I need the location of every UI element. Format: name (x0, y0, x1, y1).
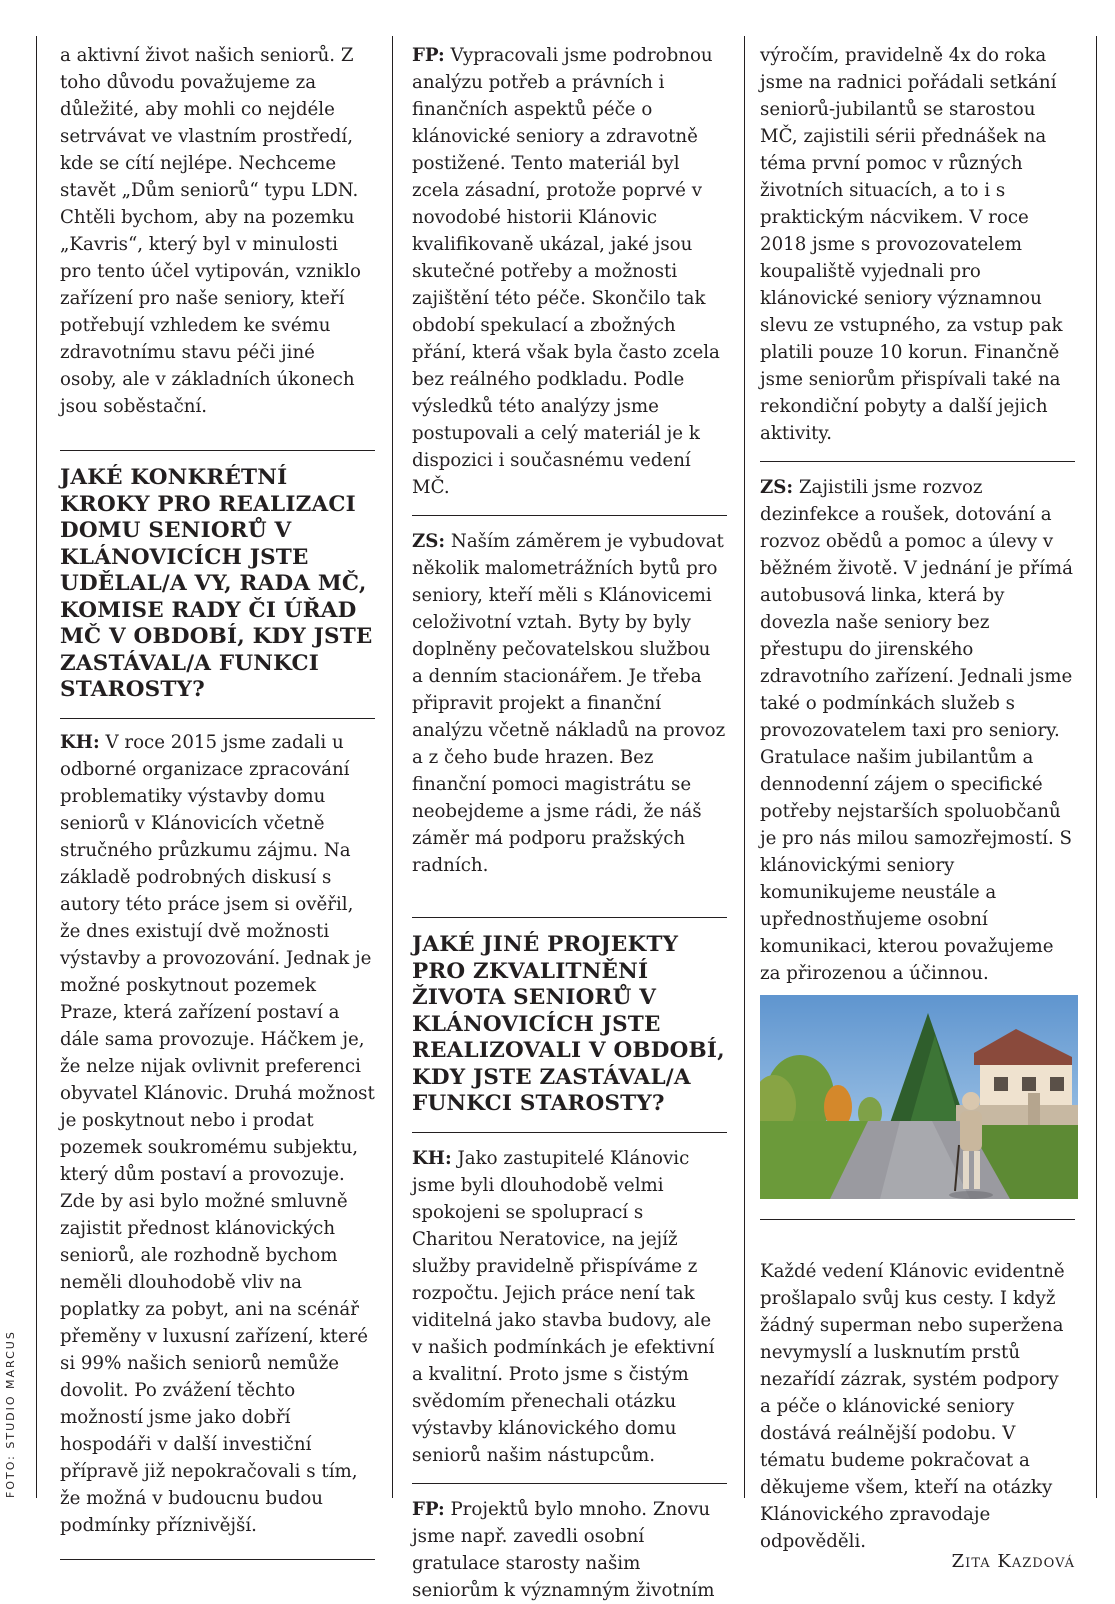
speaker-label: FP: (412, 1498, 445, 1520)
section-rule (412, 1132, 727, 1133)
column-divider (36, 36, 37, 1498)
paragraph: a aktivní život našich seniorů. Z toho důvodu považujeme za důležité, aby mohli co nejdéle setrvávat ve vlastním prostředí, kde se cítí nejlépe. Nechceme stavět „Dům seniorů“ typu LDN. Chtěli bychom, aby na pozemku „Kavris“, který byl v minulosti pro tento účel vytipován, vzniklo zařízení pro naše seniory, kteří potřebují vzhledem ke svému zdravotnímu stavu péči jiné osoby, ale v základních úkonech jsou soběstační. (60, 45, 361, 417)
answer-text: V roce 2015 jsme zadali u odborné organizace zpracování problematiky výstavby domu seniorů v Klánovicích včetně stručného průzkumu zájmu. Na základě podrobných diskusí s autory této práce jsem si ověřil, že dnes existují dvě možnosti výstavby a provozování. Jednak je možné poskytnout pozemek Praze, která zařízení postaví a dále sama provozuje. Háčkem je, že nelze nijak ovlivnit preferenci obyvatel Klánovic. Druhá možnost je poskytnout nebo i prodat pozemek soukromému subjektu, který dům postaví a provozuje. Zde by asi bylo možné smluvně zajistit přednost klánovických seniorů, ale rozhodně bychom neměli dlouhodobě vliv na poplatky za pobyt, ani na scénář přeměny v luxusní zařízení, které si 99% našich seniorů nemůže dovolit. Po zvážení těchto možností jsme jako dobří hospodáři v další investiční přípravě již nepokračovali s tím, že možná v budoucnu budou podmínky příznivější. (60, 731, 375, 1536)
section-rule (60, 450, 375, 451)
paragraph: výročím, pravidelně 4x do roka jsme na radnici pořádali setkání seniorů-jubilantů se starostou MČ, zajistili sérii přednášek na téma první pomoc v různých životních situacích, a to i s praktickým nácvikem. V roce 2018 jsme s provozovatelem koupaliště vyjednali pro klánovické seniory významnou slevu ze vstupného, za vstup pak platili pouze 10 korun. Finančně jsme seniorům přispívali také na rekondiční pobyty a další jejich aktivity. (760, 45, 1063, 444)
column-1 (60, 42, 375, 1560)
question-heading: JAKÉ KONKRÉTNÍ KROKY PRO REALIZACI DOMU SENIORŮ V KLÁNOVICÍCH JSTE UDĚLAL/A VY, RADA MČ, KOMISE RADY ČI ÚŘAD MČ V OBDOBÍ, KDY JSTE ZASTÁVAL/A FUNKCI STAROSTY? (60, 465, 373, 702)
section-rule (412, 515, 727, 516)
speaker-label: FP: (412, 45, 445, 66)
question-heading: JAKÉ JINÉ PROJEKTY PRO ZKVALITNĚNÍ ŽIVOTA SENIORŮ V KLÁNOVICÍCH JSTE REALIZOVALI V OBDOBÍ, KDY JSTE ZASTÁVAL/A FUNKCI STAROSTY? (412, 932, 725, 1116)
speaker-label: ZS: (412, 531, 446, 552)
speaker-label: KH: (60, 731, 100, 753)
answer-paragraph (412, 528, 727, 879)
answer-text: Jako zastupitelé Klánovic jsme byli dlouhodobě velmi spokojeni se spoluprací s Charitou Neratovice, na jejíž služby pravidelně přispíváme z rozpočtu. Jejich práce není tak viditelná jako stavba budovy, ale v našich podmínkách je efektivní a kvalitní. Proto jsme s čistým svědomím přenechali otázku výstavby klánovického domu seniorů našim nástupcům. (412, 1147, 715, 1466)
section-rule (60, 718, 375, 719)
section-rule (412, 917, 727, 918)
answer-paragraph (412, 42, 727, 501)
closing-paragraph: Každé vedení Klánovic evidentně prošlapalo svůj kus cesty. I když žádný superman nebo superžena nevymyslí a lusknutím prstů nezařídí zázrak, systém podpory a péče o klánovické seniory dostává reálnější podobu. V tématu budeme pokračovat a děkujeme všem, kteří na otázky Klánovického zpravodaje odpověděli. (760, 1261, 1065, 1552)
answer-paragraph (60, 729, 375, 1539)
column-3 (760, 42, 1075, 1572)
section-rule (760, 461, 1075, 462)
answer-text: Zajistili jsme rozvoz dezinfekce a roušek, dotování a rozvoz obědů a pomoc a úlevy v běžném životě. V jednání je přímá autobusová linka, která by dovezla naše seniory bez přestupu do jirenského zdravotního zařízení. Jednali jsme také o podmínkách služeb s provozovatelem taxi pro seniory. Gratulace našim jubilantům a dennodenní zájem o specifické potřeby nejstarších spoluobčanů je pro nás milou samozřejmostí. S klánovickými seniory komunikujeme neustále a upřednostňujeme osobní komunikaci, kterou považujeme za přirozenou a účinnou. (760, 477, 1074, 984)
column-divider (392, 36, 393, 1498)
section-rule (60, 1559, 375, 1560)
column-divider (744, 36, 745, 1498)
column-2 (412, 42, 727, 1604)
street-photo (760, 995, 1078, 1199)
column-divider (1096, 36, 1097, 1498)
photo-credit: FOTO: STUDIO MARCUS (4, 1330, 17, 1498)
speaker-label: KH: (412, 1147, 452, 1169)
section-rule (412, 1483, 727, 1484)
section-rule (760, 1219, 1075, 1220)
answer-paragraph (760, 474, 1075, 987)
answer-text: Naším záměrem je vybudovat několik malometrážních bytů pro seniory, kteří měli s Klánovicemi celoživotní vztah. Byty by byly doplněny pečovatelskou službou a denním stacionářem. Je třeba připravit projekt a finanční analýzu včetně nákladů na provoz a z čeho bude hrazen. Bez finanční pomoci magistrátu se neobejdeme a jsme rádi, že náš záměr má podporu pražských radních. (412, 531, 726, 876)
answer-paragraph (412, 1145, 727, 1469)
author-signature: Zita Kazdová (951, 1551, 1075, 1572)
speaker-label: ZS: (760, 477, 794, 498)
answer-text: Projektů bylo mnoho. Znovu jsme např. zavedli osobní gratulace starosty našim seniorům k významným životním (412, 1498, 715, 1601)
answer-text: Vypracovali jsme podrobnou analýzu potřeb a právních i finančních aspektů péče o klánovické seniory a zdravotně postižené. Tento materiál byl zcela zásadní, protože poprvé v novodobé historii Klánovic kvalifikovaně ukázal, jaké jsou skutečné potřeby a možnosti zajištění této péče. Skončilo tak období spekulací a zbožných přání, která však byla často zcela bez reálného podkladu. Podle výsledků této analýzy jsme postupovali a celý materiál je k dispozici i současnému vedení MČ. (412, 45, 720, 498)
answer-paragraph (412, 1496, 727, 1604)
